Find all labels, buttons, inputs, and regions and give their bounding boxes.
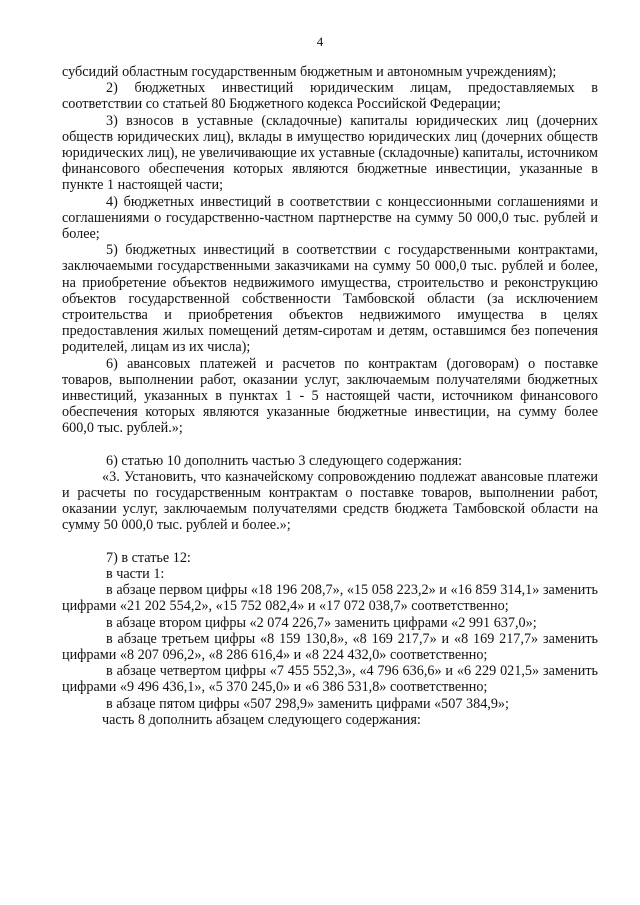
paragraph-item-3: 3) взносов в уставные (складочные) капиталы юридических лиц (дочерних обществ юридических лиц), вклады в имущество юридических лиц (дочерних обществ юридических лиц), не увеличивающие их уставные (складочные) капиталы, источником финансового обеспечения которых являются бюджетные инвестиции, указанные в пункте 1 настоящей части;: [62, 112, 598, 194]
paragraph-abzac-2: в абзаце втором цифры «2 074 226,7» заменить цифрами «2 991 637,0»;: [106, 614, 537, 631]
paragraph-quote-3: «3. Установить, что казначейскому сопровождению подлежат авансовые платежи и расчеты по государственным контрактам о поставке товаров, выполнении работ, оказании услуг, заключаемым получателями средств бюджета Тамбовской области на сумму 50 000,0 тыс. рублей и более.»;: [62, 468, 598, 534]
paragraph-abzac-1: в абзаце первом цифры «18 196 208,7», «15 058 223,2» и «16 859 314,1» заменить цифрами «21 202 554,2», «15 752 082,4» и «17 072 038,7» соответственно;: [62, 582, 598, 615]
paragraph-abzac-3: в абзаце третьем цифры «8 159 130,8», «8 169 217,7» и «8 169 217,7» заменить цифрами «8 207 096,2», «8 286 616,4» и «8 224 432,0» соответственно;: [62, 630, 598, 663]
section-gap: [62, 534, 598, 550]
paragraph-item-5: 5) бюджетных инвестиций в соответствии с государственными контрактами, заключаемыми государственными заказчиками на сумму 50 000,0 тыс. рублей и более, на приобретение объектов недвижимого имущества, строительство и реконструкцию объектов государственной собственности Тамбовской области (за исключением строительства и приобретения объектов недвижимого имущества в целях предоставления жилых помещений детям-сиротам и детям, оставшимся без попечения родителей, лицам из их числа);: [62, 242, 598, 356]
section-gap: [62, 437, 598, 453]
paragraph-part-8: часть 8 дополнить абзацем следующего содержания:: [102, 711, 421, 728]
paragraph-part-1: в части 1:: [106, 565, 165, 582]
document-body: [62, 64, 598, 728]
paragraph-article-10: 6) статью 10 дополнить частью 3 следующего содержания:: [106, 452, 463, 469]
paragraph-abzac-4: в абзаце четвертом цифры «7 455 552,3», «4 796 636,6» и «6 229 021,5» заменить цифрами «9 496 436,1», «5 370 245,0» и «6 386 531,8» соответственно;: [62, 663, 598, 696]
paragraph-abzac-5: в абзаце пятом цифры «507 298,9» заменить цифрами «507 384,9»;: [106, 695, 509, 712]
paragraph-item-2: 2) бюджетных инвестиций юридическим лицам, предоставляемых в соответствии со статьей 80 Бюджетного кодекса Российской Федерации;: [62, 80, 598, 113]
paragraph-article-12: 7) в статье 12:: [106, 549, 191, 566]
paragraph-continuation: субсидий областным государственным бюджетным и автономным учреждениям);: [62, 64, 557, 80]
paragraph-item-4: 4) бюджетных инвестиций в соответствии с концессионными соглашениями и соглашениями о государственно-частном партнерстве на сумму 50 000,0 тыс. рублей и более;: [62, 193, 598, 243]
page-number: 4: [316, 34, 324, 49]
paragraph-item-6: 6) авансовых платежей и расчетов по контрактам (договорам) о поставке товаров, выполнении работ, оказании услуг, заключаемым получателями бюджетных инвестиций, указанных в пунктах 1 - 5 настоящей части, источником финансового обеспечения которых являются указанные бюджетные инвестиции, на сумму более 600,0 тыс. рублей.»;: [62, 355, 598, 437]
